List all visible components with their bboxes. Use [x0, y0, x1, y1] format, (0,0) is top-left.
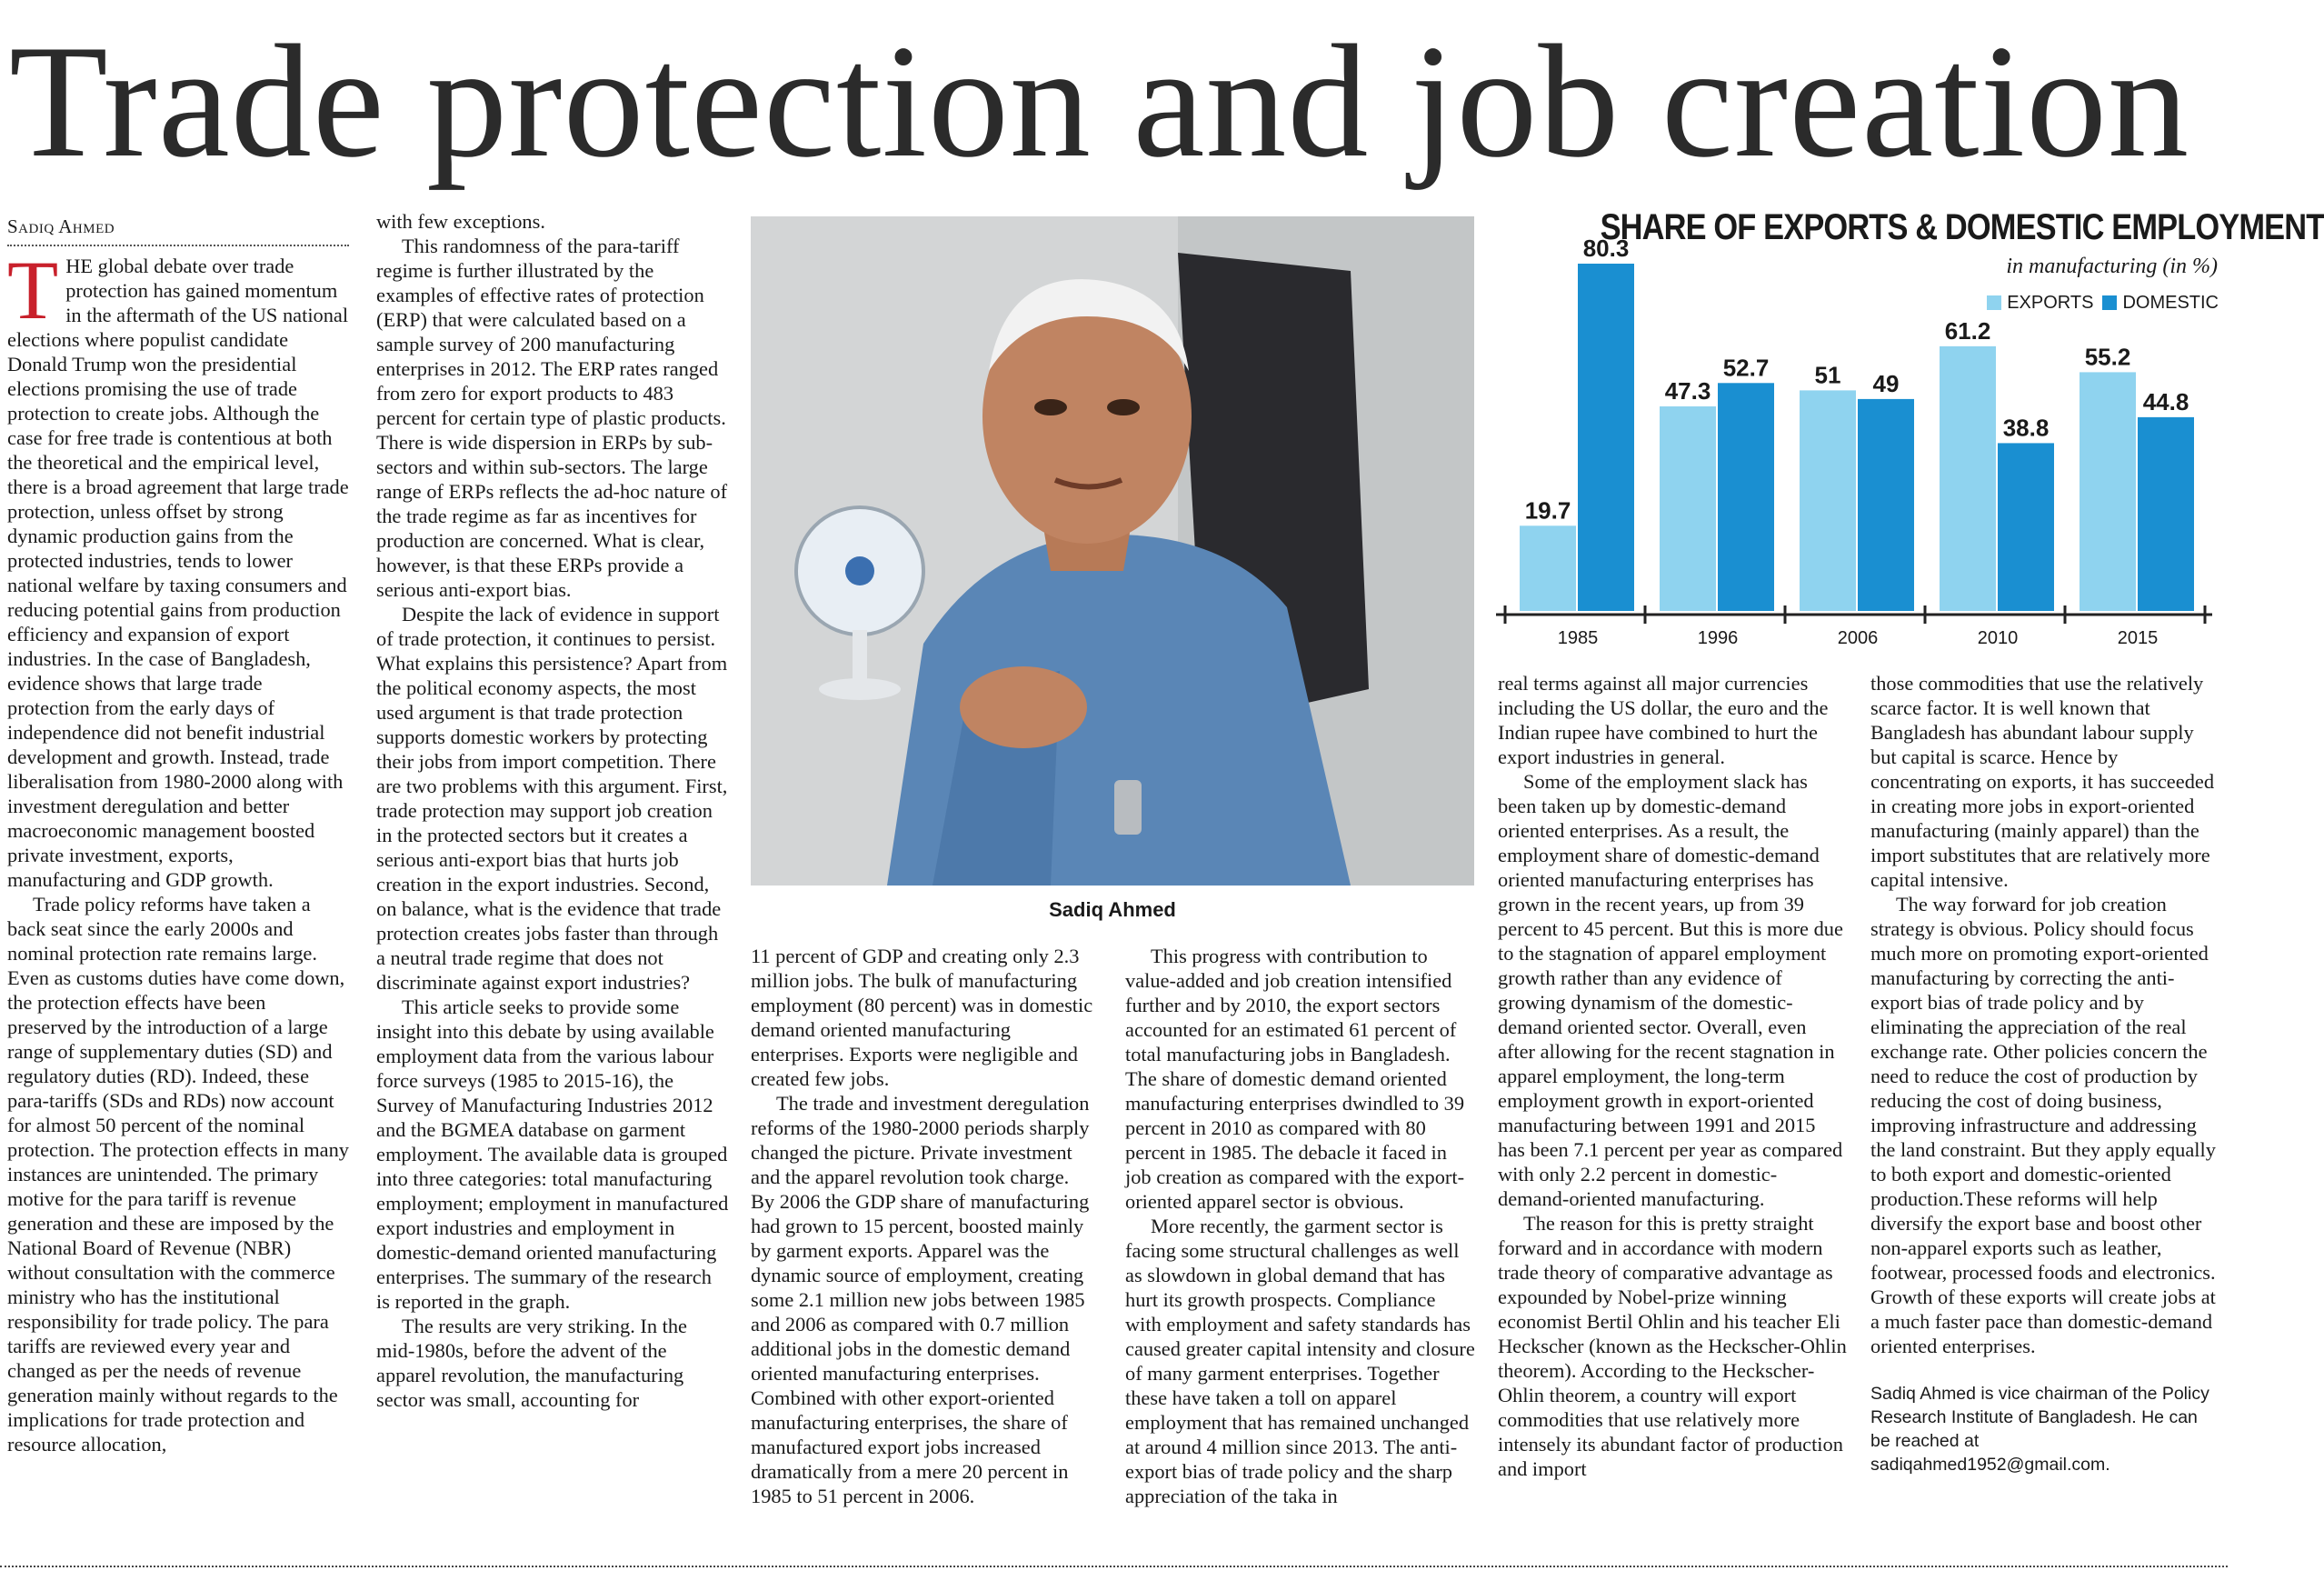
data-label-exports-1996: 47.3	[1664, 376, 1711, 405]
bar-exports-2015	[2080, 372, 2136, 611]
data-label-exports-1985: 19.7	[1524, 496, 1571, 525]
paragraph: Some of the employment slack has been taken up by domestic-demand oriented enterprises. As a result, the employment share of domestic-demand oriented manufacturing enterprises has grown in the recent years, up from 39 percent to 45 percent. But this is more due to the stagnation of apparel employment growth rather than any evidence of growing dynamism of the domestic-demand oriented sector. Overall, even after allowing for the recent stagnation in apparel employment, the long-term employment growth in export-oriented manufacturing between 1991 and 2015 has been 7.1 percent per year as compared with only 2.2 percent in domestic-demand-oriented manufacturing.	[1498, 770, 1843, 1210]
chart-title: SHARE OF EXPORTS & DOMESTIC EMPLOYMENT	[1600, 207, 2324, 247]
bar-exports-2006	[1800, 390, 1856, 611]
data-label-domestic-2006: 49	[1872, 369, 1900, 397]
paragraph: Despite the lack of evidence in support of trade protection, it continues to persist. What explains this persistence? Apart from the political economy aspects, the most used argument is that trade protection supports domestic workers by protecting their jobs from import competition. There are two problems with this argument. First, trade protection may support job creation in the protected sectors but it creates a serious anti-export bias that hurts job creation in the export industries. Second, on balance, what is the evidence that trade protection creates jobs faster than through a neutral trade regime that does not discriminate against export industries?	[376, 603, 728, 994]
paragraph: Trade policy reforms have taken a back seat since the early 2000s and nominal protection rate remains large. Even as customs duties have come down, the protection effects have been preserved by the introduction of a large range of supplementary duties (SD) and regulatory duties (RD). Indeed, these para-tariffs (SDs and RDs) now account for almost 50 percent of the nominal protection. The protection effects in many instances are unintended. The primary motive for the para tariff is revenue generation and these are imposed by the National Board of Revenue (NBR) without consultation with the commerce ministry who has the institutional responsibility for trade policy. The para tariffs are reviewed every year and changed as per the needs of revenue generation mainly without regards to the implications for trade protection and resource allocation,	[7, 893, 349, 1456]
x-tick-label-1996: 1996	[1697, 628, 1739, 648]
data-label-exports-2006: 51	[1814, 361, 1841, 389]
article-column-6	[1870, 671, 2221, 1476]
legend-exports: EXPORTS	[1987, 293, 2093, 314]
paragraph: More recently, the garment sector is facing some structural challenges as well as slowdown in global demand that has hurt its growth prospects. Compliance with employment and safety standards has caused greater capital intensity and closure of many garment enterprises. Together these have taken a toll on apparel employment that has remained unchanged at around 4 million since 2013. The anti-export bias of trade policy and the sharp appreciation of the taka in	[1125, 1215, 1475, 1507]
article-column-4	[1125, 944, 1476, 1508]
chart-subtitle: in manufacturing (in %)	[2006, 255, 2218, 278]
bar-exports-2010	[1940, 346, 1996, 611]
x-tick-label-2010: 2010	[1977, 628, 2019, 648]
paragraph: those commodities that use the relatively scarce factor. It is well known that Bangladesh has abundant labour supply but capital is scarce. Hence by concentrating on exports, it has succeeded in creating more jobs in export-oriented manufacturing (mainly apparel) than the import substitutes that are relatively more capital intensive.	[1870, 672, 2215, 891]
employment-share-chart	[1491, 227, 2218, 655]
article-column-2	[376, 209, 729, 1412]
data-label-domestic-2015: 44.8	[2142, 387, 2189, 415]
bar-domestic-2015	[2138, 417, 2194, 611]
bar-exports-1985	[1520, 525, 1576, 611]
x-tick-label-2015: 2015	[2117, 628, 2159, 648]
bar-domestic-2006	[1858, 399, 1914, 611]
author-photo	[751, 216, 1474, 886]
data-label-domestic-1996: 52.7	[1722, 354, 1770, 382]
bottom-rule	[0, 1566, 2228, 1567]
headline: Trade protection and job creation	[9, 11, 2190, 191]
article-column-5	[1498, 671, 1847, 1481]
paragraph: The way forward for job creation strategy is obvious. Policy should focus much more on promoting export-oriented manufacturing by correcting the anti-export bias of trade policy and by eliminating the appreciation of the real exchange rate. Other policies concern the need to reduce the cost of production by reducing the cost of doing business, improving infrastructure and addressing the land constraint. But they apply equally to both export and domestic-oriented production.These reforms will help diversify the export base and boost other non-apparel exports such as leather, footwear, processed foods and electronics. Growth of these exports will create jobs at a much faster pace than domestic-demand oriented enterprises.	[1870, 893, 2216, 1357]
bar-exports-1996	[1660, 406, 1716, 611]
drop-cap: T	[7, 244, 59, 336]
data-label-exports-2015: 55.2	[2084, 343, 2131, 371]
bar-domestic-1985	[1578, 264, 1634, 611]
paragraph: This progress with contribution to value-added and job creation intensified further and by 2010, the export sectors accounted for an estimated 61 percent of total manufacturing jobs in Bangladesh. The share of domestic demand oriented manufacturing enterprises dwindled to 39 percent in 2010 as compared with 80 percent in 1985. The debacle it faced in job creation as compared with the export-oriented apparel sector is obvious.	[1125, 945, 1465, 1213]
paragraph: real terms against all major currencies including the US dollar, the euro and the Indian rupee have combined to hurt the export industries in general.	[1498, 672, 1829, 768]
bar-domestic-2010	[1998, 443, 2054, 611]
paragraph: with few exceptions.	[376, 210, 545, 233]
paragraph: This randomness of the para-tariff regime is further illustrated by the examples of effective rates of protection (ERP) that were calculated based on a sample survey of 200 manufacturing enterprises in 2012. The ERP rates ranged from zero for export products to 483 percent for certain type of plastic products. There is wide dispersion in ERPs by sub-sectors and within sub-sectors. The large range of ERPs reflects the ad-hoc nature of the trade regime as far as incentives for production are concerned. What is clear, however, is that these ERPs provide a serious anti-export bias.	[376, 235, 728, 601]
author-note: Sadiq Ahmed is vice chairman of the Policy Research Institute of Bangladesh. He can be reached at sadiqahmed1952@gmail.com.	[1870, 1384, 2209, 1475]
paragraph: The reason for this is pretty straight forward and in accordance with modern trade theory of comparative advantage as expounded by Nobel-prize winning economist Bertil Ohlin and his teacher Eli Heckscher (known as the Heckscher-Ohlin theorem). According to the Heckscher-Ohlin theorem, a country will export commodities that use relatively more intensely its abundant factor of production and import	[1498, 1212, 1847, 1480]
bar-domestic-1996	[1718, 383, 1774, 611]
paragraph: 11 percent of GDP and creating only 2.3 million jobs. The bulk of manufacturing employment (80 percent) was in domestic demand oriented manufacturing enterprises. Exports were negligible and created few jobs.	[751, 945, 1093, 1090]
x-tick-label-2006: 2006	[1837, 628, 1879, 648]
byline: Sadiq Ahmed	[7, 215, 349, 246]
paragraph: The trade and investment deregulation reforms of the 1980-2000 periods sharply changed the picture. Private investment and the apparel revolution took charge. By 2006 the GDP share of manufacturing had grown to 15 percent, boosted mainly by garment exports. Apparel was the dynamic source of employment, creating some 2.1 million new jobs between 1985 and 2006 as compared with 0.7 million additional jobs in the domestic demand oriented manufacturing enterprises. Combined with other export-oriented manufacturing enterprises, the share of manufactured export jobs increased dramatically from a mere 20 percent in 1985 to 51 percent in 2006.	[751, 1092, 1090, 1507]
paragraph: THE global debate over trade protection has gained momentum in the aftermath of the US national elections where populist candidate Donald Trump won the presidential elections promising the use of trade protection to create jobs. Although the case for free trade is contentious at both the theoretical and the empirical level, there is a broad agreement that large trade protection, unless offset by strong dynamic production gains from the protected industries, tends to lower national welfare by taxing consumers and reducing potential gains from production efficiency and expansion of export industries. In the case of Bangladesh, evidence shows that large trade protection from the early days of independence did not benefit industrial development and growth. Instead, trade liberalisation from 1980-2000 along with investment deregulation and better macroeconomic management boosted private investment, exports, manufacturing and GDP growth.	[7, 244, 349, 891]
x-tick-label-1985: 1985	[1557, 628, 1599, 648]
paragraph: This article seeks to provide some insight into this debate by using available employment data from the various labour force surveys (1985 to 2015-16), the Survey of Manufacturing Industries 2012 and the BGMEA database on garment employment. The available data is grouped into three categories: total manufacturing employment; employment in manufactured export industries and employment in domestic-demand oriented manufacturing enterprises. The summary of the research is reported in the graph.	[376, 996, 729, 1313]
article-column-1	[7, 215, 349, 1456]
author-photo-illustration	[751, 216, 1474, 886]
photo-caption: Sadiq Ahmed	[1049, 898, 1176, 921]
paragraph: The results are very striking. In the mid-1980s, before the advent of the apparel revolution, the manufacturing sector was small, accounting for	[376, 1315, 687, 1411]
legend-domestic: DOMESTIC	[2102, 293, 2219, 314]
data-label-domestic-2010: 38.8	[2002, 414, 2050, 442]
data-label-domestic-1985: 80.3	[1582, 235, 1630, 262]
data-label-exports-2010: 61.2	[1944, 316, 1991, 345]
article-column-3	[751, 944, 1096, 1508]
